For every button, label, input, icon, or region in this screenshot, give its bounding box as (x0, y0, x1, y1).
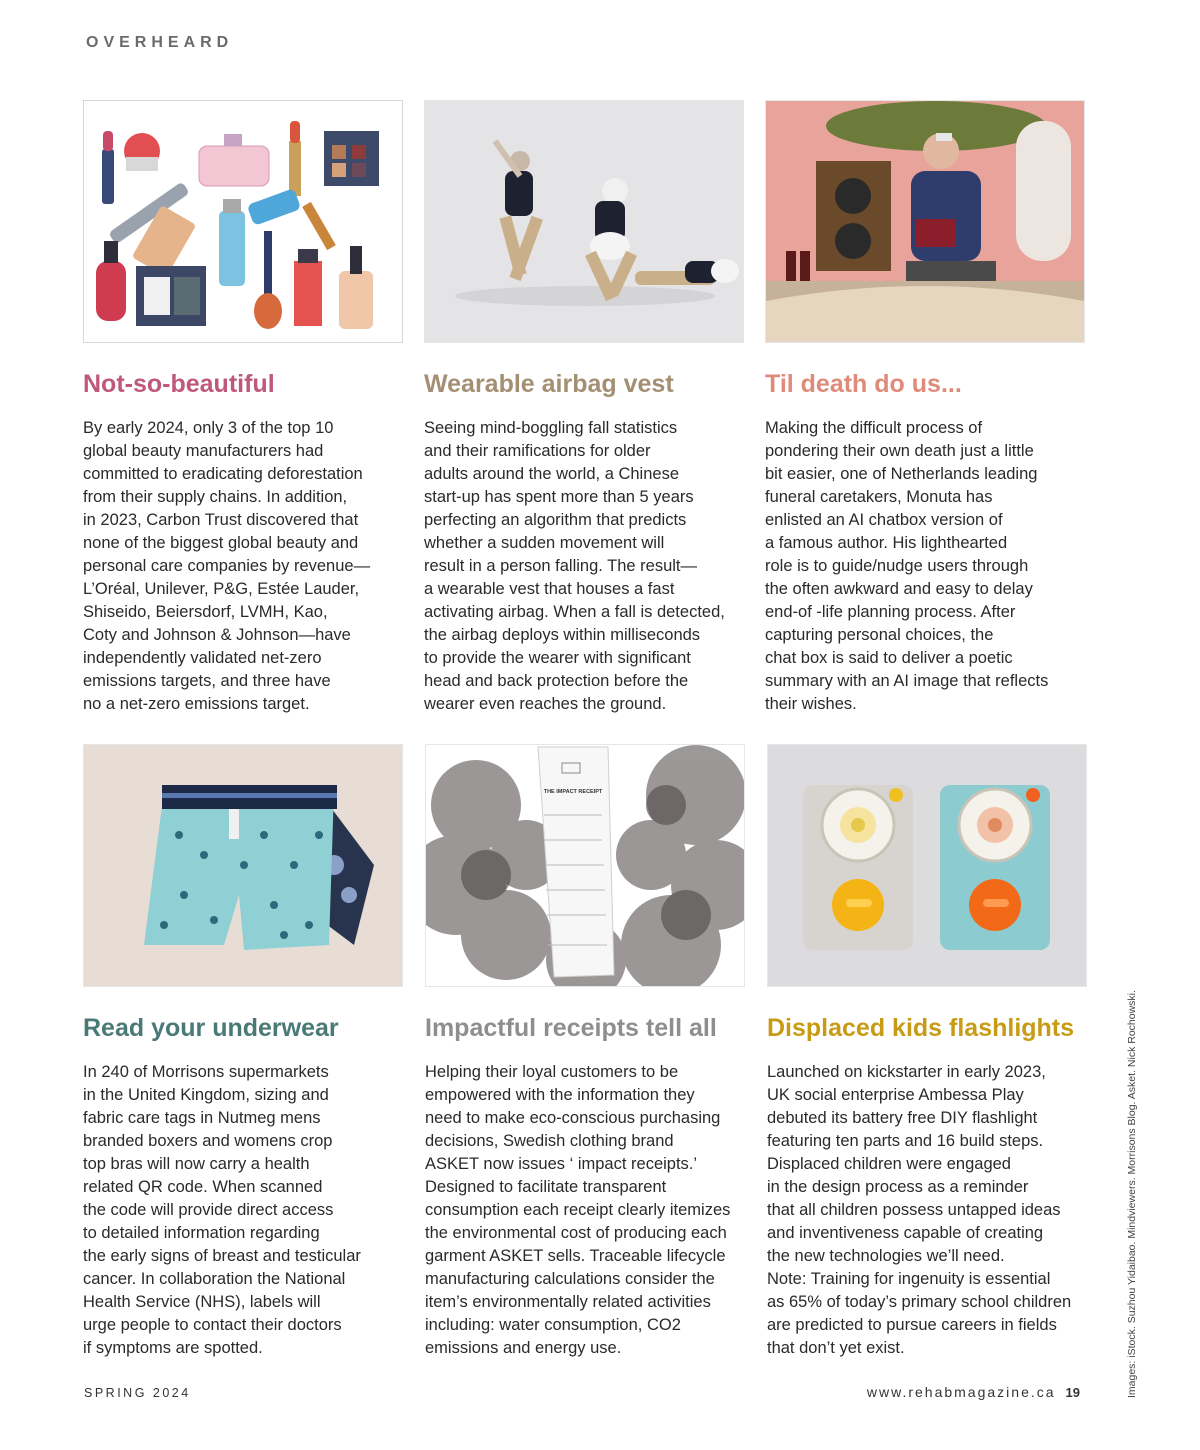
article-title: Displaced kids flashlights (767, 1014, 1075, 1042)
article-til-death (765, 100, 1085, 716)
article-title: Wearable airbag vest (424, 370, 674, 398)
article-title: Read your underwear (83, 1014, 339, 1042)
flashlights-image (767, 744, 1087, 987)
reading-man-image (765, 100, 1085, 343)
issue-label: SPRING 2024 (84, 1386, 191, 1400)
impact-receipt-photo (426, 745, 744, 986)
article-beauty (83, 100, 403, 716)
airbag-vest-image (424, 100, 744, 343)
article-body: Seeing mind-boggling fall statistics and their ramifications for older adults around the world, a Chinese start-up has spent more than 5 years perfecting an algorithm that predicts whether a sudden movement will result in a person falling. The result— a wearable vest that houses a fast activating airbag. When a fall is detected, the airbag deploys within milliseconds to provide the wearer with significant head and back protection before the wearer even reaches the ground. (424, 419, 725, 713)
receipt-title-text: THE IMPACT RECEIPT (543, 789, 603, 795)
article-body: By early 2024, only 3 of the top 10 global beauty manufacturers had committed to eradicating deforestation from their supply chains. In addition, in 2023, Carbon Trust discovered that none of the biggest global beauty and personal care companies by revenue— L’Oréal, Unilever, P&G, Estée Lauder, Shiseido, Beiersdorf, LVMH, Kao, Coty and Johnson & Johnson—have independently validated net-zero emissions targets, and three have no a net-zero emissions target. (83, 419, 371, 713)
article-body: Making the difficult process of pondering their own death just a little bit easier, one of Netherlands leading funeral caretakers, Monuta has enlisted an AI chatbox version of a famous author. His lighthearted role is to guide/nudge users through the often awkward and easy to delay end-of -life planning process. After capturing personal choices, the chat box is said to deliver a poetic summary with an AI image that reflects their wishes. (765, 419, 1049, 713)
boxer-briefs-photo (84, 745, 402, 986)
website-link[interactable]: www.rehabmagazine.ca (866, 1384, 1056, 1400)
footer-right (867, 1384, 1080, 1400)
article-receipts (425, 744, 745, 1360)
article-title: Impactful receipts tell all (425, 1014, 717, 1042)
section-label: OVERHEARD (86, 34, 234, 51)
article-flashlights (767, 744, 1087, 1360)
page-number: 19 (1065, 1385, 1080, 1400)
article-body: In 240 of Morrisons supermarkets in the United Kingdom, sizing and fabric care tags in Nutmeg mens branded boxers and womens crop top bras will now carry a health related QR code. When scanned the code will provide direct access to detailed information regarding the early signs of breast and testicular cancer. In collaboration the National Health Service (NHS), labels will urge people to contact their doctors if symptoms are spotted. (83, 1063, 361, 1357)
article-airbag-vest (424, 100, 744, 716)
cosmetics-image (83, 100, 403, 343)
diy-flashlights-photo (768, 745, 1086, 986)
surreal-reading-photo (766, 101, 1084, 342)
falling-man-photo (425, 101, 743, 342)
article-body: Launched on kickstarter in early 2023, UK social enterprise Ambessa Play debuted its battery free DIY flashlight featuring ten parts and 16 build steps. Displaced children were engaged in the design process as a reminder that all children possess untapped ideas and inventiveness capable of creating the new technologies we’ll need. Note: Training for ingenuity is essential as 65% of today’s primary school children are predicted to pursue careers in fields that don’t yet exist. (767, 1063, 1072, 1357)
article-underwear (83, 744, 403, 1360)
article-title: Not-so-beautiful (83, 370, 275, 398)
article-title: Til death do us... (765, 370, 962, 398)
boxers-image (83, 744, 403, 987)
image-credits: Images: iStock. Suzhou Yidaibao. Mindviewers. Morrisons Blog. Asket. Nick Rochowski. (1126, 990, 1138, 1398)
receipt-image (425, 744, 745, 987)
article-body: Helping their loyal customers to be empowered with the information they need to make eco-conscious purchasing decisions, Swedish clothing brand ASKET now issues ‘ impact receipts.’ Designed to facilitate transparent consumption each receipt clearly itemizes the environmental cost of producing each garment ASKET sells. Traceable lifecycle manufacturing calculations consider the item’s environmentally related activities including: water consumption, CO2 emissions and energy use. (425, 1063, 731, 1357)
cosmetics-illustration (84, 101, 402, 342)
